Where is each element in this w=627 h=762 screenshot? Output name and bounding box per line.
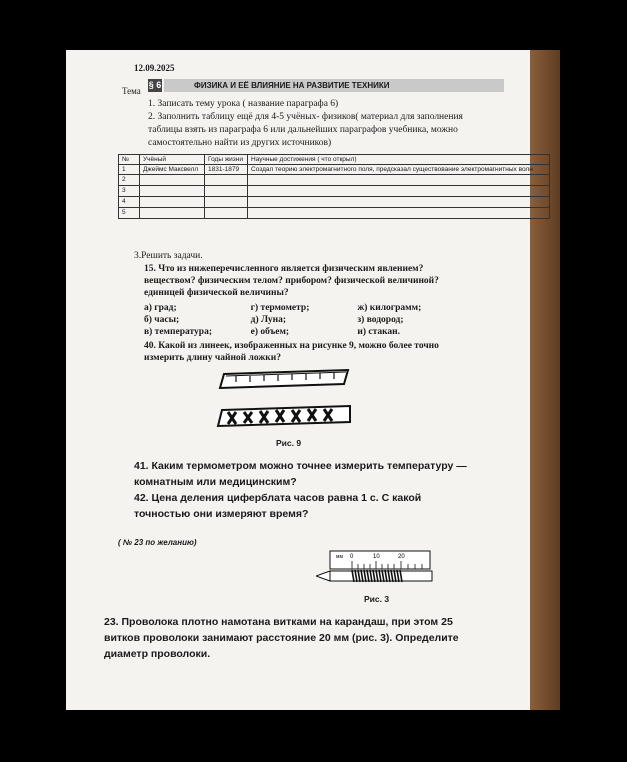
col-header: Учёный: [140, 155, 205, 165]
paragraph-badge: § 6: [148, 80, 162, 90]
task-list: [148, 98, 498, 150]
lesson-title: ФИЗИКА И ЕЁ ВЛИЯНИЕ НА РАЗВИТИЕ ТЕХНИКИ: [164, 79, 504, 92]
fig3-tick-label: 20: [398, 554, 405, 560]
cell: 1: [119, 165, 140, 175]
cell: [205, 186, 248, 197]
problem-15-answers: [144, 302, 464, 338]
problem-40: 40. Какой из линеек, изображенных на рисунке 9, можно более точно измерить длину чайной ложки?: [144, 341, 439, 363]
cell: [140, 208, 205, 219]
figure-3-caption: Рис. 3: [364, 594, 390, 604]
cell: [140, 197, 205, 208]
task3-heading: 3.Решить задачи.: [134, 251, 203, 261]
problem-15: 15. Что из нижеперечисленного является физическим явлением? веществом? физическим телом? прибором? физической величиной? единицей физической величины?: [144, 264, 439, 298]
problem-23: 23. Проволока плотно намотана витками на карандаш, при этом 25 витков проволоки занимают расстояние 20 мм (рис. 3). Определите диаметр проволоки.: [104, 616, 459, 660]
table-row: [119, 208, 550, 219]
col-header: №: [119, 155, 140, 165]
scientists-table: [118, 154, 550, 219]
cell: [140, 186, 205, 197]
cell: [140, 175, 205, 186]
answer: е) объем;: [250, 327, 290, 337]
task-item: 1. Записать тему урока ( название параграфа 6): [148, 99, 339, 109]
answer: з) водород;: [357, 315, 404, 325]
ruler-bottom-icon: [218, 406, 350, 426]
answer: б) часы;: [144, 315, 180, 325]
col-header: Годы жизни: [205, 155, 248, 165]
ruler-top-icon: [220, 370, 348, 388]
answer-row: [144, 326, 464, 338]
problem-42: 42. Цена деления циферблата часов равна 1 с. С какой точностью они измеряют время?: [134, 492, 422, 520]
optional-note: ( № 23 по желанию): [118, 538, 197, 547]
cell: 4: [119, 197, 140, 208]
col-header: Научные достижения ( что открыл): [248, 155, 550, 165]
table-row: [119, 165, 550, 175]
answer: в) температура;: [144, 327, 212, 337]
table-header-row: [119, 155, 550, 165]
figure-9-rulers: [216, 368, 356, 438]
answer: д) Луна;: [250, 315, 286, 325]
table-row: [119, 175, 550, 186]
cell: [248, 208, 550, 219]
fig3-unit-label: мм: [336, 554, 343, 560]
desk-edge: [530, 50, 560, 710]
answer: ж) килограмм;: [357, 303, 422, 313]
fig3-tick-label: 10: [373, 554, 380, 560]
cell: [205, 175, 248, 186]
cell: Создал теорию электромагнитного поля, предсказал существование электромагнитных волн: [248, 165, 550, 175]
pencil-icon: [316, 570, 432, 582]
answer: г) термометр;: [250, 303, 310, 313]
cell: 5: [119, 208, 140, 219]
cell: 3: [119, 186, 140, 197]
problem-41: 41. Каким термометром можно точнее измерить температуру — комнатным или медицинским?: [134, 460, 467, 488]
cell: [205, 208, 248, 219]
answer: а) град;: [144, 303, 177, 313]
answer: и) стакан.: [357, 327, 401, 337]
cell: [248, 186, 550, 197]
table-row: [119, 197, 550, 208]
cell: [205, 197, 248, 208]
cell: Джеймс Максвелл: [140, 165, 205, 175]
cell: [248, 197, 550, 208]
table-row: [119, 186, 550, 197]
worksheet-page: [66, 50, 533, 710]
tema-label: Тема: [122, 86, 141, 96]
fig3-tick-label: 0: [350, 554, 354, 560]
figure-3-pencil-wire: [316, 550, 436, 590]
date: 12.09.2025: [134, 63, 175, 73]
answer-row: [144, 314, 464, 326]
answer-row: [144, 302, 464, 314]
cell: 2: [119, 175, 140, 186]
task-item: 2. Заполнить таблицу ещё для 4-5 учёных- физиков( материал для заполнения таблицы взять из параграфа 6 или дальнейших параграфов учебника, можно самостоятельно найти из других источников): [148, 112, 463, 148]
figure-9-caption: Рис. 9: [276, 438, 302, 448]
cell: 1831-1879: [205, 165, 248, 175]
cell: [248, 175, 550, 186]
